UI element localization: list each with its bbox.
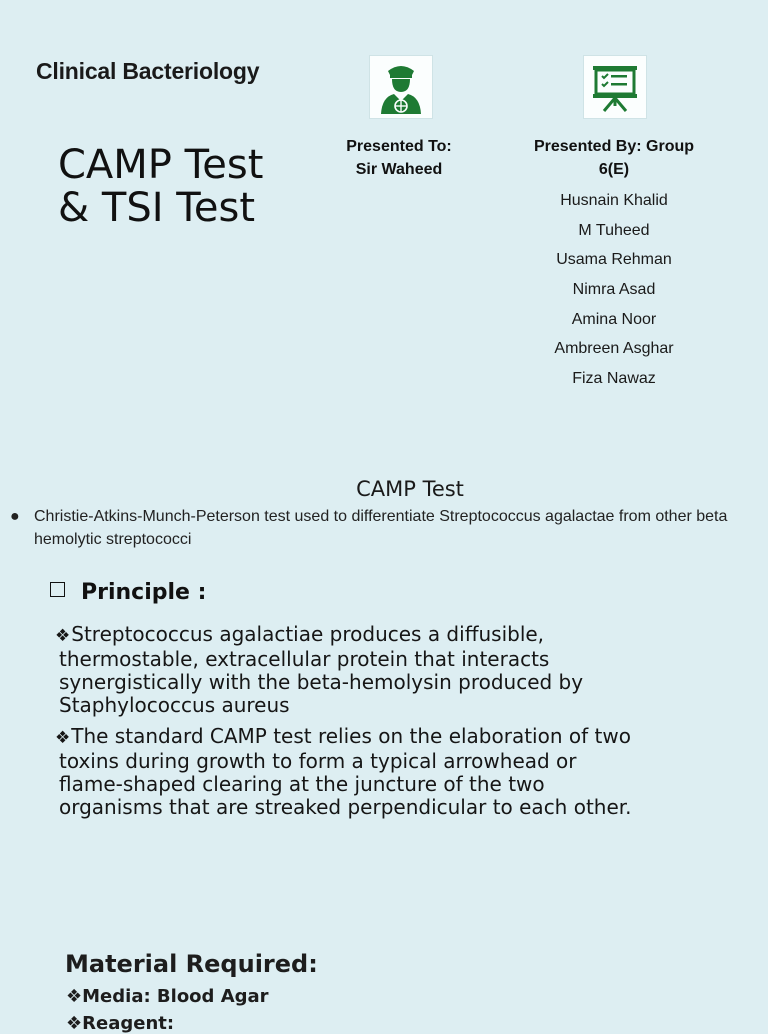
- member-name: Ambreen Asghar: [554, 340, 674, 358]
- paragraph-line: organisms that are streaked perpendicular to each other.: [59, 795, 632, 819]
- presented-to-label: Presented To:: [346, 138, 452, 155]
- bullet-icon: ●: [10, 508, 20, 525]
- presentation-title: CAMP Test & TSI Test: [58, 142, 264, 231]
- member-name: Husnain Khalid: [560, 192, 668, 209]
- group-members-list: [514, 188, 714, 396]
- member-name: Fiza Nawaz: [572, 370, 656, 388]
- material-required-heading: Material Required:: [65, 950, 318, 978]
- camp-definition: [10, 505, 768, 551]
- member-name: Amina Noor: [571, 310, 657, 328]
- presentation-board-icon: [583, 55, 647, 119]
- paragraph-line: Streptococcus agalactiae produces a diffusible,: [71, 622, 545, 646]
- media-text: Media: Blood Agar: [82, 986, 269, 1007]
- member-name: Usama Rehman: [556, 251, 672, 269]
- paragraph-line: thermostable, extracellular protein that interacts: [59, 647, 550, 671]
- course-title: Clinical Bacteriology: [36, 58, 260, 84]
- paragraph-line: synergistically with the beta-hemolysin produced by: [59, 670, 584, 694]
- principle-paragraph: [55, 725, 755, 819]
- presented-to-name: Sir Waheed: [355, 161, 443, 178]
- diamond-bullet-icon: ❖: [66, 986, 83, 1007]
- member-name: M Tuheed: [578, 221, 650, 239]
- reagent-text: Reagent:: [82, 1013, 175, 1034]
- paragraph-line: The standard CAMP test relies on the elaboration of two: [71, 724, 631, 748]
- diamond-bullet-icon: ❖: [55, 728, 71, 748]
- member-name: Nimra Asad: [572, 281, 656, 299]
- officer-icon: [369, 55, 433, 119]
- principle-label: Principle :: [81, 580, 207, 605]
- diamond-bullet-icon: ❖: [66, 1013, 83, 1034]
- presented-to: [330, 135, 468, 181]
- principle-paragraph: [55, 623, 755, 717]
- paragraph-line: Staphylococcus aureus: [59, 693, 290, 717]
- paragraph-line: toxins during growth to form a typical arrowhead or: [59, 749, 577, 773]
- media-item: [66, 986, 269, 1007]
- principle-heading: [50, 580, 206, 605]
- camp-test-heading: CAMP Test: [356, 477, 464, 501]
- title-slide: [0, 0, 768, 440]
- definition-text: Christie-Atkins-Munch-Peterson test used to differentiate Streptococcus agalactae from other beta hemolytic streptococci: [34, 508, 728, 548]
- diamond-bullet-icon: ❖: [55, 626, 71, 646]
- paragraph-line: flame-shaped clearing at the juncture of the two: [59, 772, 545, 796]
- checkbox-bullet-icon: [50, 582, 65, 597]
- presented-by-label: Presented By: Group 6(E): [533, 138, 695, 178]
